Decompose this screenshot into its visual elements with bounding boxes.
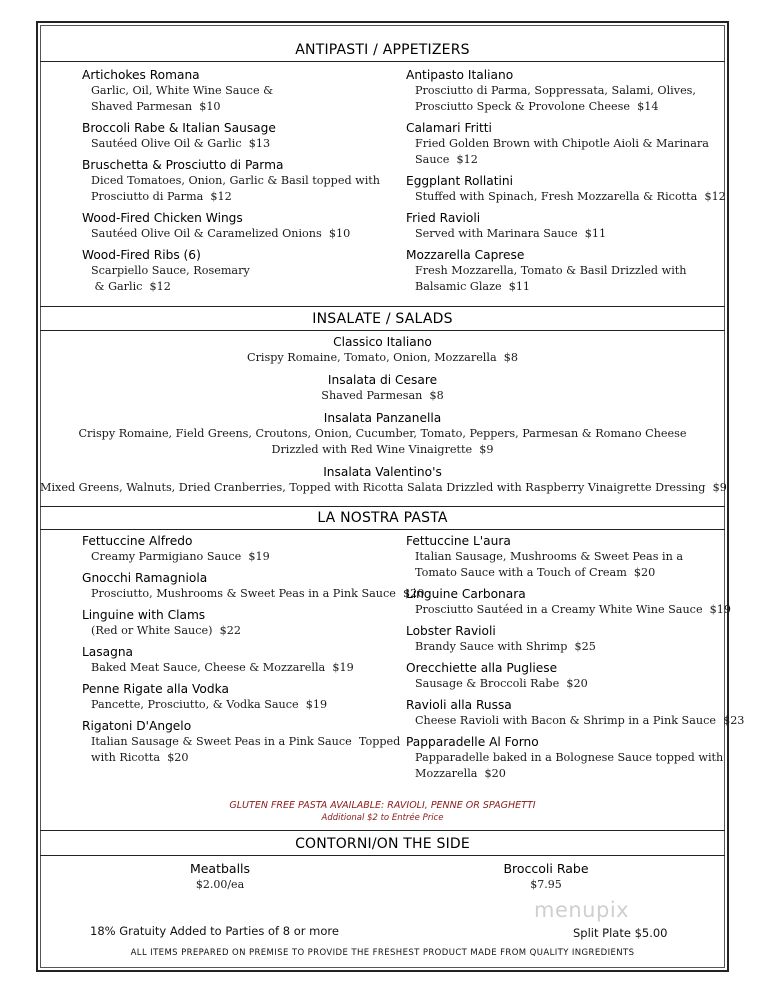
menu-item-name: Ravioli alla Russa bbox=[406, 698, 512, 712]
split-plate-note: Split Plate $5.00 bbox=[573, 926, 668, 940]
menu-item-description: with Ricotta $20 bbox=[91, 751, 189, 764]
menu-item bbox=[82, 120, 392, 152]
menu-item-description: Fresh Mozzarella, Tomato & Basil Drizzled with bbox=[415, 264, 687, 277]
menu-item bbox=[82, 533, 392, 565]
gluten-free-surcharge: Additional $2 to Entrée Price bbox=[321, 813, 444, 823]
menu-item-description: Scarpiello Sauce, Rosemary bbox=[91, 264, 250, 277]
insalate-rule bbox=[40, 330, 725, 331]
menu-item bbox=[40, 334, 725, 366]
menu-item bbox=[406, 660, 706, 692]
menu-item-description: Drizzled with Red Wine Vinaigrette $9 bbox=[271, 443, 494, 456]
insalate-top-rule bbox=[40, 306, 725, 307]
menu-item-name: Linguine Carbonara bbox=[406, 587, 526, 601]
menu-item bbox=[406, 734, 724, 782]
menu-item-description: Prosciutto Sautéed in a Creamy White Wine Sauce $19 bbox=[415, 603, 732, 616]
menu-item-description: Sautéed Olive Oil & Garlic $13 bbox=[91, 137, 271, 150]
contorni-rule bbox=[40, 855, 725, 856]
menu-item bbox=[82, 607, 392, 639]
menu-item-description: Crispy Romaine, Field Greens, Croutons, Onion, Cucumber, Tomato, Peppers, Parmesan & Romano Cheese bbox=[78, 427, 687, 440]
menu-item-description: & Garlic $12 bbox=[91, 280, 171, 293]
menu-item-name: Fettuccine L'aura bbox=[406, 534, 511, 548]
menu-item-description: Sauce $12 bbox=[415, 153, 478, 166]
contorni-title: CONTORNI/ON THE SIDE bbox=[295, 836, 470, 852]
menu-item bbox=[406, 210, 706, 242]
side-item-price: $2.00/ea bbox=[195, 878, 245, 891]
menu-item bbox=[406, 533, 706, 581]
gluten-free-note: GLUTEN FREE PASTA AVAILABLE: RAVIOLI, PENNE OR SPAGHETTI bbox=[229, 800, 536, 811]
antipasti-right-column bbox=[406, 67, 726, 295]
side-item-name: Meatballs bbox=[189, 861, 251, 876]
menu-item bbox=[406, 586, 732, 618]
menu-item-description: Shaved Parmesan $10 bbox=[91, 100, 221, 113]
antipasti-left-column bbox=[82, 67, 392, 295]
menu-item-name: Artichokes Romana bbox=[82, 68, 200, 82]
menu-item-description: Pancette, Prosciutto, & Vodka Sauce $19 bbox=[91, 698, 328, 711]
menu-item bbox=[406, 173, 726, 205]
side-item-broccoli-rabe bbox=[486, 861, 606, 893]
menu-item-description: Cheese Ravioli with Bacon & Shrimp in a Pink Sauce $23 bbox=[415, 714, 745, 727]
menu-item bbox=[82, 247, 392, 295]
menu-item-name: Bruschetta & Prosciutto di Parma bbox=[82, 158, 284, 172]
menu-item-description: Served with Marinara Sauce $11 bbox=[415, 227, 607, 240]
menu-item bbox=[40, 372, 725, 404]
menu-item-name: Fried Ravioli bbox=[406, 211, 481, 225]
menu-item-description: Mixed Greens, Walnuts, Dried Cranberries, Topped with Ricotta Salata Drizzled with Raspberry Vinaigrette Dressing $9 bbox=[40, 481, 727, 494]
menu-item-name: Mozzarella Caprese bbox=[406, 248, 525, 262]
side-item-name: Broccoli Rabe bbox=[503, 861, 589, 876]
menu-item-name: Insalata Valentino's bbox=[323, 465, 442, 479]
menu-item-name: Fettuccine Alfredo bbox=[82, 534, 193, 548]
menu-item-description: Shaved Parmesan $8 bbox=[321, 389, 444, 402]
menu-item-description: Italian Sausage & Sweet Peas in a Pink Sauce Topped bbox=[91, 735, 401, 748]
menu-item-description: Baked Meat Sauce, Cheese & Mozzarella $19 bbox=[91, 661, 354, 674]
menu-item-name: Lobster Ravioli bbox=[406, 624, 496, 638]
menu-item-description: Mozzarella $20 bbox=[415, 767, 506, 780]
menu-item-name: Insalata di Cesare bbox=[327, 373, 438, 387]
menu-item-description: (Red or White Sauce) $22 bbox=[91, 624, 241, 637]
menu-item bbox=[40, 410, 725, 458]
side-item-price: $7.95 bbox=[530, 878, 562, 891]
menu-item-description: Prosciutto di Parma, Soppressata, Salami, Olives, bbox=[415, 84, 696, 97]
menu-item-description: Stuffed with Spinach, Fresh Mozzarella & Ricotta $12 bbox=[415, 190, 726, 203]
antipasti-title: ANTIPASTI / APPETIZERS bbox=[295, 42, 470, 58]
menu-item-description: Italian Sausage, Mushrooms & Sweet Peas in a bbox=[415, 550, 684, 563]
menu-item-name: Wood-Fired Chicken Wings bbox=[82, 211, 243, 225]
menu-item-description: Papparadelle baked in a Bolognese Sauce topped with bbox=[415, 751, 724, 764]
pasta-rule bbox=[40, 529, 725, 530]
menu-item-name: Wood-Fired Ribs (6) bbox=[82, 248, 201, 262]
menu-item-description: Garlic, Oil, White Wine Sauce & bbox=[91, 84, 274, 97]
menu-item bbox=[406, 247, 706, 295]
freshness-note: ALL ITEMS PREPARED ON PREMISE TO PROVIDE THE FRESHEST PRODUCT MADE FROM QUALITY INGREDIENTS bbox=[130, 948, 635, 958]
side-item-meatballs bbox=[160, 861, 280, 893]
menu-item-name: Broccoli Rabe & Italian Sausage bbox=[82, 121, 276, 135]
menu-item-name: Lasagna bbox=[82, 645, 134, 659]
menu-item-description: Diced Tomatoes, Onion, Garlic & Basil topped with bbox=[91, 174, 381, 187]
menu-item bbox=[406, 67, 706, 115]
menu-item-name: Papparadelle Al Forno bbox=[406, 735, 539, 749]
gratuity-note: 18% Gratuity Added to Parties of 8 or more bbox=[90, 924, 339, 938]
menu-item-name: Antipasto Italiano bbox=[406, 68, 514, 82]
menu-item bbox=[82, 67, 392, 115]
menu-item-name: Linguine with Clams bbox=[82, 608, 206, 622]
menu-item-description: Balsamic Glaze $11 bbox=[415, 280, 531, 293]
menu-item-description: Creamy Parmigiano Sauce $19 bbox=[91, 550, 270, 563]
menu-item-description: Prosciutto, Mushrooms & Sweet Peas in a Pink Sauce $20 bbox=[91, 587, 425, 600]
menu-item-description: Sausage & Broccoli Rabe $20 bbox=[415, 677, 588, 690]
pasta-left-column bbox=[82, 533, 425, 766]
menu-item-name: Classico Italiano bbox=[333, 335, 432, 349]
menu-item-name: Gnocchi Ramagniola bbox=[82, 571, 208, 585]
menu-item bbox=[40, 464, 725, 496]
menu-item-description: Brandy Sauce with Shrimp $25 bbox=[415, 640, 596, 653]
menu-item bbox=[406, 120, 709, 168]
insalate-list bbox=[40, 334, 725, 496]
menu-item bbox=[82, 644, 392, 676]
menupix-watermark: menupix bbox=[534, 898, 630, 922]
menu-item-name: Insalata Panzanella bbox=[323, 411, 442, 425]
menu-item-description: Prosciutto di Parma $12 bbox=[91, 190, 232, 203]
menu-item-description: Tomato Sauce with a Touch of Cream $20 bbox=[415, 566, 656, 579]
pasta-top-rule bbox=[40, 506, 725, 507]
contorni-top-rule bbox=[40, 830, 725, 831]
menu-item-name: Eggplant Rollatini bbox=[406, 174, 514, 188]
menu-item-name: Rigatoni D'Angelo bbox=[82, 719, 192, 733]
menu-item bbox=[82, 157, 392, 205]
antipasti-rule bbox=[40, 61, 725, 62]
menu-item-name: Orecchiette alla Pugliese bbox=[406, 661, 558, 675]
menu-item bbox=[406, 623, 706, 655]
pasta-title: LA NOSTRA PASTA bbox=[317, 510, 448, 526]
menu-item bbox=[82, 570, 425, 602]
menu-item bbox=[82, 210, 392, 242]
menu-item-name: Penne Rigate alla Vodka bbox=[82, 682, 229, 696]
pasta-right-column bbox=[406, 533, 745, 782]
menu-item bbox=[82, 718, 401, 766]
menu-item-description: Crispy Romaine, Tomato, Onion, Mozzarella $8 bbox=[247, 351, 518, 364]
insalate-title: INSALATE / SALADS bbox=[312, 311, 453, 327]
menu-item-description: Sautéed Olive Oil & Caramelized Onions $10 bbox=[91, 227, 351, 240]
menu-item-description: Fried Golden Brown with Chipotle Aioli & Marinara bbox=[415, 137, 709, 150]
menu-item bbox=[82, 681, 392, 713]
menu-item-description: Prosciutto Speck & Provolone Cheese $14 bbox=[415, 100, 659, 113]
menu-item-name: Calamari Fritti bbox=[406, 121, 492, 135]
menu-item bbox=[406, 697, 745, 729]
